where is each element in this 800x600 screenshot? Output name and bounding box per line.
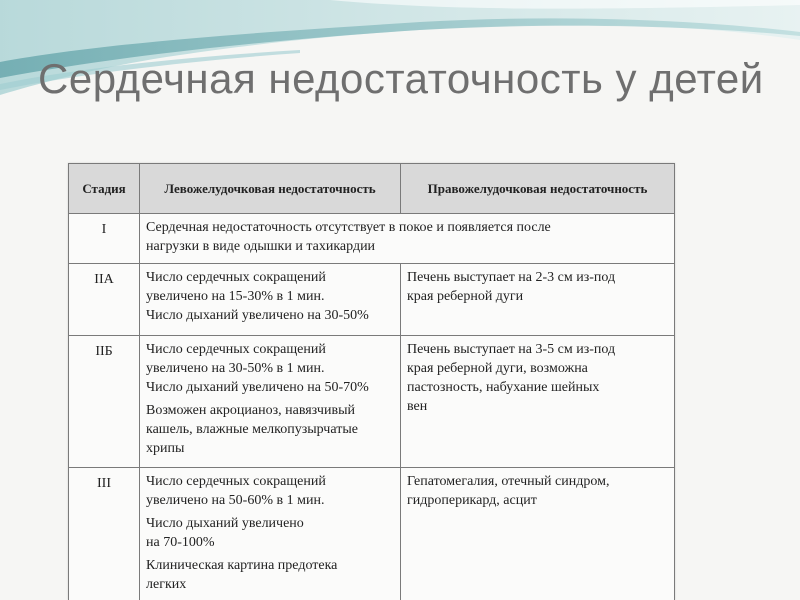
merged-description-cell [140,214,675,264]
cell-line: кашель, влажные мелкопузырчатые [146,422,358,437]
table-row [69,264,675,336]
stage-cell: IIБ [69,336,140,468]
header-left-ventricular: Левожелудочковая недостаточность [140,164,401,214]
right-ventricular-cell [401,468,675,600]
heart-failure-table-image [68,163,675,600]
cell-line: Печень выступает на 2-3 см из-под [407,270,616,285]
cell-line: Число дыханий увеличено на 30-50% [146,308,369,323]
cell-line: нагрузки в виде одышки и тахикардии [146,239,376,254]
slide-title: Сердечная недостаточность у детей [38,55,764,102]
cell-line: края реберной дуги [407,289,524,304]
cell-line: легких [146,577,187,592]
right-ventricular-cell [401,264,675,336]
right-ventricular-cell [401,336,675,468]
table-header-row [69,164,675,214]
header-stage: Стадия [69,164,140,214]
cell-line: гидроперикард, асцит [407,493,537,508]
left-ventricular-cell [140,264,401,336]
header-right-ventricular: Правожелудочковая недостаточность [401,164,675,214]
cell-line: Число дыханий увеличено [146,516,304,531]
stage-cell: III [69,468,140,600]
cell-line: Сердечная недостаточность отсутствует в покое и появляется после [146,220,551,235]
left-ventricular-cell [140,468,401,600]
cell-line: Возможен акроцианоз, навязчивый [146,403,355,418]
cell-line: на 70-100% [146,535,215,550]
heart-failure-table [68,163,675,600]
cell-line: Число сердечных сокращений [146,342,326,357]
cell-line: вен [407,399,428,414]
cell-line: края реберной дуги, возможна [407,361,588,376]
cell-line: Число дыханий увеличено на 50-70% [146,380,369,395]
table-row [69,336,675,468]
cell-line: увеличено на 30-50% в 1 мин. [146,361,325,376]
cell-line: увеличено на 15-30% в 1 мин. [146,289,325,304]
cell-line: Число сердечных сокращений [146,474,326,489]
cell-line: пастозность, набухание шейных [407,380,600,395]
table-row [69,468,675,600]
cell-line: Клиническая картина предотека [146,558,338,573]
stage-cell: I [69,214,140,264]
cell-line: Печень выступает на 3-5 см из-под [407,342,616,357]
cell-line: Гепатомегалия, отечный синдром, [407,474,610,489]
table-row [69,214,675,264]
cell-line: хрипы [146,441,185,456]
left-ventricular-cell [140,336,401,468]
stage-cell: IIA [69,264,140,336]
cell-line: Число сердечных сокращений [146,270,326,285]
cell-line: увеличено на 50-60% в 1 мин. [146,493,325,508]
